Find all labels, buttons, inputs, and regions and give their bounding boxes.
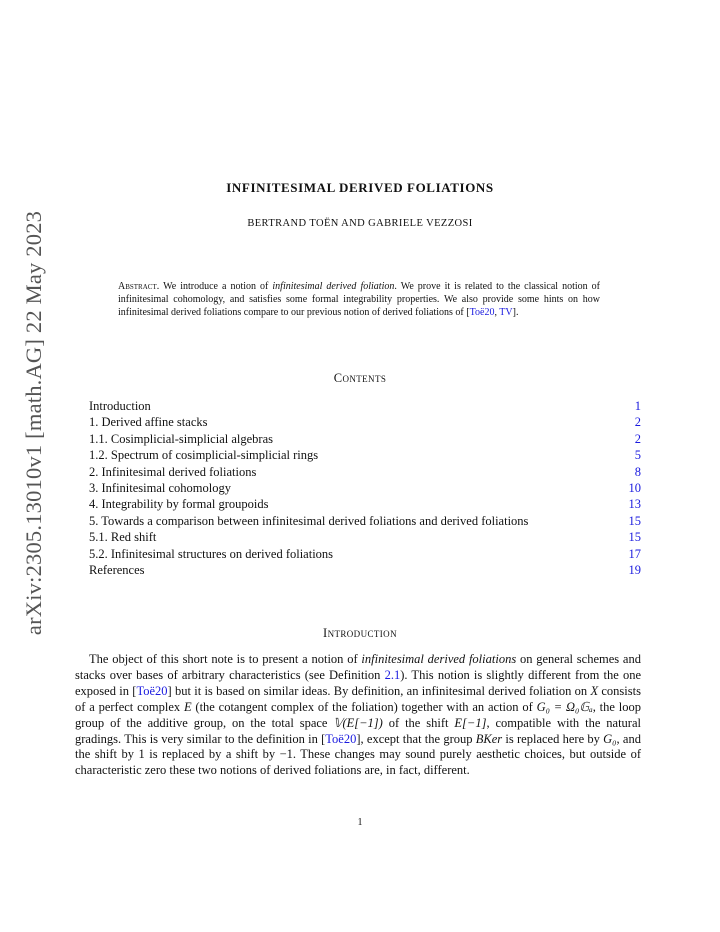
introduction-body — [75, 652, 641, 779]
toc-entry[interactable] — [89, 464, 641, 480]
body-text: ] but it is based on similar ideas. By definition, an infinitesimal derived foliation on — [167, 683, 591, 698]
math-symbol: 𝕍(E[−1]) — [333, 715, 383, 730]
body-text: of the shift — [382, 715, 455, 730]
toc-label: Introduction — [89, 399, 151, 413]
math-symbol: E[−1] — [454, 715, 487, 730]
abstract-text: , — [494, 307, 500, 318]
toc-page-link[interactable]: 10 — [628, 481, 641, 496]
toc-label: 2. Infinitesimal derived foliations — [89, 464, 257, 479]
toc-page-link[interactable]: 13 — [628, 497, 641, 512]
math-symbol: E — [183, 699, 192, 714]
toc-label: 5. Towards a comparison between infinitesimal derived foliations and derived foliations — [89, 513, 529, 528]
citation-link[interactable]: Toë20 — [136, 683, 168, 698]
toc-page-link[interactable]: 15 — [628, 513, 641, 528]
paper-title: INFINITESIMAL DERIVED FOLIATIONS — [226, 180, 494, 195]
math-symbol: BKer — [475, 731, 503, 746]
toc-entry[interactable] — [89, 513, 641, 529]
math-symbol: X — [590, 683, 599, 698]
toc-entry[interactable] — [89, 431, 641, 447]
citation-link[interactable]: Toë20 — [469, 307, 495, 318]
toc-label: References — [89, 563, 145, 578]
math-symbol: G₀ = Ω₀𝔾ₐ — [536, 699, 593, 714]
body-text: (the cotangent complex of the foliation) together with an action of — [191, 699, 537, 714]
introduction-heading: Introduction — [323, 626, 397, 640]
toc-entry[interactable] — [89, 529, 641, 545]
citation-link[interactable]: TV — [499, 307, 513, 318]
toc-label: 5.2. Infinitesimal structures on derived foliations — [89, 546, 334, 561]
abstract-text: ]. — [512, 307, 519, 318]
abstract-text: . We prove it is related to the classical notion of infinitesimal cohomology, and satisfies some formal integrability properties. We also provide some hints on how infinitesimal derived foliations compare to our previous notion of derived foliations of [ — [118, 281, 600, 318]
toc-label: 1.2. Spectrum of cosimplicial-simplicial rings — [89, 448, 319, 463]
definition-link[interactable]: 2.1 — [384, 667, 401, 682]
body-text: , and the shift by 1 is replaced by a shift by −1. These changes may sound purely aesthetic choices, but outside of characteristic zero these two notions of derived foliations are, in fact, different. — [75, 731, 641, 778]
body-text: The object of this short note is to present a notion of — [89, 652, 362, 666]
body-text: consists of a perfect complex — [75, 683, 641, 714]
abstract-emphasis: infinitesimal derived foliation — [272, 281, 395, 292]
abstract — [118, 280, 600, 319]
paper-authors: BERTRAND TOËN AND GABRIELE VEZZOSI — [247, 218, 473, 229]
toc-entry[interactable] — [89, 496, 641, 512]
toc-label: 4. Integrability by formal groupoids — [89, 497, 269, 512]
toc-page-link[interactable]: 5 — [634, 448, 641, 463]
toc-label: 1. Derived affine stacks — [89, 415, 208, 430]
body-text: on general schemes and stacks over bases of arbitrary characteristics (see Definition — [75, 652, 641, 682]
table-of-contents — [89, 398, 641, 578]
body-text: , compatible with the natural gradings. This is very similar to the definition in [ — [75, 715, 641, 746]
math-symbol: G₀ — [603, 731, 617, 746]
toc-label: 5.1. Red shift — [89, 530, 157, 545]
toc-label: 3. Infinitesimal cohomology — [89, 481, 231, 496]
toc-entry[interactable] — [89, 414, 641, 430]
toc-page-link[interactable]: 8 — [634, 464, 641, 479]
body-text: ], except that the group — [356, 731, 476, 746]
toc-page-link[interactable]: 2 — [634, 415, 641, 430]
body-text: ). This notion is slightly different from the one exposed in [ — [75, 667, 642, 698]
toc-entry[interactable] — [89, 546, 641, 562]
toc-entry[interactable] — [89, 447, 641, 463]
citation-link[interactable]: Toë20 — [325, 731, 357, 746]
contents-heading: Contents — [333, 371, 387, 385]
abstract-text: We introduce a notion of — [159, 281, 273, 292]
introduction-paragraph — [75, 652, 641, 779]
toc-label: 1.1. Cosimplicial-simplicial algebras — [89, 431, 273, 446]
arxiv-identifier: arXiv:2305.13010v1 [math.AG] 22 May 2023 — [21, 210, 46, 635]
arxiv-sidebar — [20, 200, 48, 645]
toc-page-link[interactable]: 1 — [634, 399, 641, 413]
abstract-label: Abstract. — [118, 281, 160, 292]
toc-entry[interactable] — [89, 562, 641, 578]
toc-page-link[interactable]: 15 — [628, 530, 641, 545]
page-number: 1 — [357, 817, 363, 828]
body-text: is replaced here by — [502, 731, 604, 746]
toc-entry[interactable] — [89, 398, 641, 414]
toc-page-link[interactable]: 17 — [628, 546, 641, 561]
toc-page-link[interactable]: 19 — [628, 563, 641, 578]
body-emphasis: infinitesimal derived foliations — [361, 652, 517, 666]
toc-entry[interactable] — [89, 480, 641, 496]
body-text: , the loop group of the additive group, on the total space — [75, 699, 641, 730]
toc-page-link[interactable]: 2 — [634, 431, 641, 446]
